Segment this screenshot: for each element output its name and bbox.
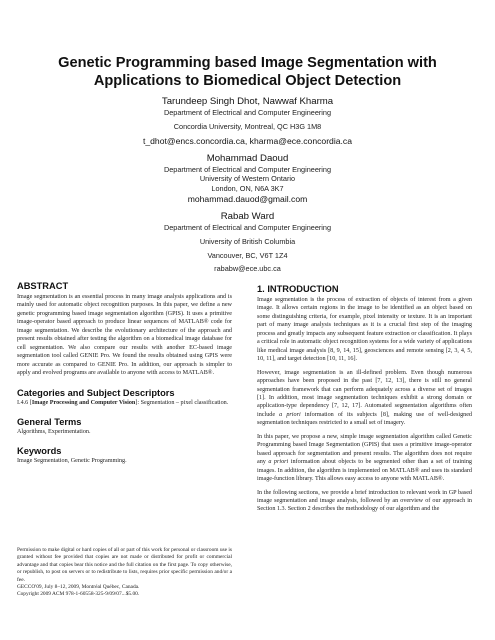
author-address: London, ON, N6A 3K7 xyxy=(211,184,284,194)
keywords-text: Image Segmentation, Genetic Programming. xyxy=(17,458,127,465)
intro-paragraph-4: In the following sections, we provide a brief introduction to relevant work in GP based image segmentation and image analysis, followed by an overview of our approach in Section 1.3. Section 2 describes the methodology of our algorithm and the xyxy=(257,489,472,513)
categories-text xyxy=(17,399,232,407)
copyright-text: Permission to make digital or hard copies of all or part of this work for personal or classroom use is granted without fee provided that copies are not made or distributed for profit or commercial advantage and that copies bear this notice and the full citation on the first page. To copy otherwise, or republish, to post on servers or to redistribute to lists, requires prior specific permission and/or a fee. xyxy=(17,547,232,583)
author-name: Tarundeep Singh Dhot, Nawwaf Kharma xyxy=(161,96,334,107)
intro-p3-italic: a priori xyxy=(268,459,289,466)
author-block-2 xyxy=(20,153,475,205)
author-department: Department of Electrical and Computer Engineering xyxy=(163,108,332,117)
intro-p2-italic: a priori xyxy=(279,411,301,418)
intro-p2-text-a: However, image segmentation is an ill-defined problem. Even though numerous approaches have been proposed in the past [7, 12, 13], there is still no general segmentation framework that can perform adequately across a diverse set of images [1]. In addition, most image segmentation techniques exhibit a strong domain or application-type dependency [7, 12, 17]. Automated segmentation algorithms often include xyxy=(257,369,472,418)
categories-suffix: ]: Segmentation – pixel classification. xyxy=(135,399,229,406)
author-institution: University of Western Ontario xyxy=(199,174,296,184)
paper-title xyxy=(20,54,475,90)
title-line-1: Genetic Programming based Image Segmentation with xyxy=(58,55,437,71)
author-address: Vancouver, BC, V6T 1Z4 xyxy=(207,250,288,260)
author-name: Mohammad Daoud xyxy=(206,152,289,164)
general-terms-text: Algorithms, Experimentation. xyxy=(17,428,91,435)
intro-paragraph-3 xyxy=(257,433,472,484)
author-institution: Concordia University, Montreal, QC H3G 1M8 xyxy=(173,121,322,131)
abstract-text: Image segmentation is an essential process in many image analysis applications and is mainly used for automatic object recognition purposes. In this paper, we define a new genetic programming based image segmentation algorithm (GPIS). It uses a primitive image-operator based approach to produce linear sequences of MATLAB® code for image segmentation. We describe the evolutionary architecture of the approach and present results obtained after testing the algorithm on a biomedical image database for cell segmentation. We also compare our results with another EC-based image segmentation tool called GENIE Pro. We found the results obtained using GPIS were more accurate as compared to GENIE Pro. In addition, our approach is simpler to apply and evolved programs are available to anyone with access to MATLAB®. xyxy=(17,294,232,377)
abstract-heading: ABSTRACT xyxy=(17,281,69,291)
copyright-venue: GECCO'09, July 8–12, 2009, Montréal Québec, Canada. xyxy=(17,584,140,591)
author-department: Department of Electrical and Computer Engineering xyxy=(163,164,332,174)
author-name: Rabab Ward xyxy=(220,210,275,222)
intro-p2-text-b: information of its subjects [8], making use of well-designed segmentation techniques restricted to a small set of imagery. xyxy=(257,411,472,427)
categories-bold: Image Processing and Computer Vision xyxy=(31,399,136,406)
author-institution: University of British Columbia xyxy=(199,236,296,246)
intro-paragraph-2 xyxy=(257,369,472,428)
author-email: rababw@ece.ubc.ca xyxy=(214,264,281,274)
title-line-2: Applications to Biomedical Object Detection xyxy=(93,73,402,89)
copyright-line: Copyright 2009 ACM 978-1-60558-325-9/09/07...$5.00. xyxy=(17,591,140,598)
intro-p3-text-a: In this paper, we propose a new, simple image segmentation algorithm called Genetic Programming based Image Segmentation (GPIS) that uses a primitive image-operator based approach for segmentation and present results. The algorithm does not require any xyxy=(257,433,472,466)
intro-paragraph-1: Image segmentation is the process of extraction of objects of interest from a given image. It allows certain regions in the image to be identified as an object based on some distinguishing criteria, for example, pixel intensity or texture. It is an important part of many image analysis techniques as it is a crucial first step of the imaging process and greatly impacts any subsequent feature extraction or classification. It plays a critical role in automatic object recognition systems for a wide variety of applications like medical image analysis [8, 9, 14, 15], geosciences and remote sensing [2, 3, 4, 5, 10, 11], and target detection [10, 11, 16]. xyxy=(257,297,472,363)
right-column xyxy=(257,281,472,514)
copyright-notice xyxy=(17,547,232,599)
author-department: Department of Electrical and Computer Engineering xyxy=(163,222,332,232)
categories-prefix: I.4.6 [ xyxy=(17,399,32,406)
introduction-heading: 1. INTRODUCTION xyxy=(257,284,339,294)
author-block-3 xyxy=(20,211,475,274)
intro-p3-text-b: information about objects to be segmented other than a set of training images. In addition, the algorithm is implemented on MATLAB® and uses its standard image-function library. This allows easy access to anyone with MATLAB®. xyxy=(257,459,472,483)
author-email: t_dhot@encs.concordia.ca, kharma@ece.concordia.ca xyxy=(142,135,352,146)
keywords-heading: Keywords xyxy=(17,446,62,457)
categories-heading: Categories and Subject Descriptors xyxy=(17,387,175,398)
author-email: mohammad.dauod@gmail.com xyxy=(187,193,308,204)
author-list xyxy=(20,96,475,274)
author-block-1 xyxy=(20,96,475,147)
left-column xyxy=(17,281,232,466)
general-terms-heading: General Terms xyxy=(17,416,82,427)
